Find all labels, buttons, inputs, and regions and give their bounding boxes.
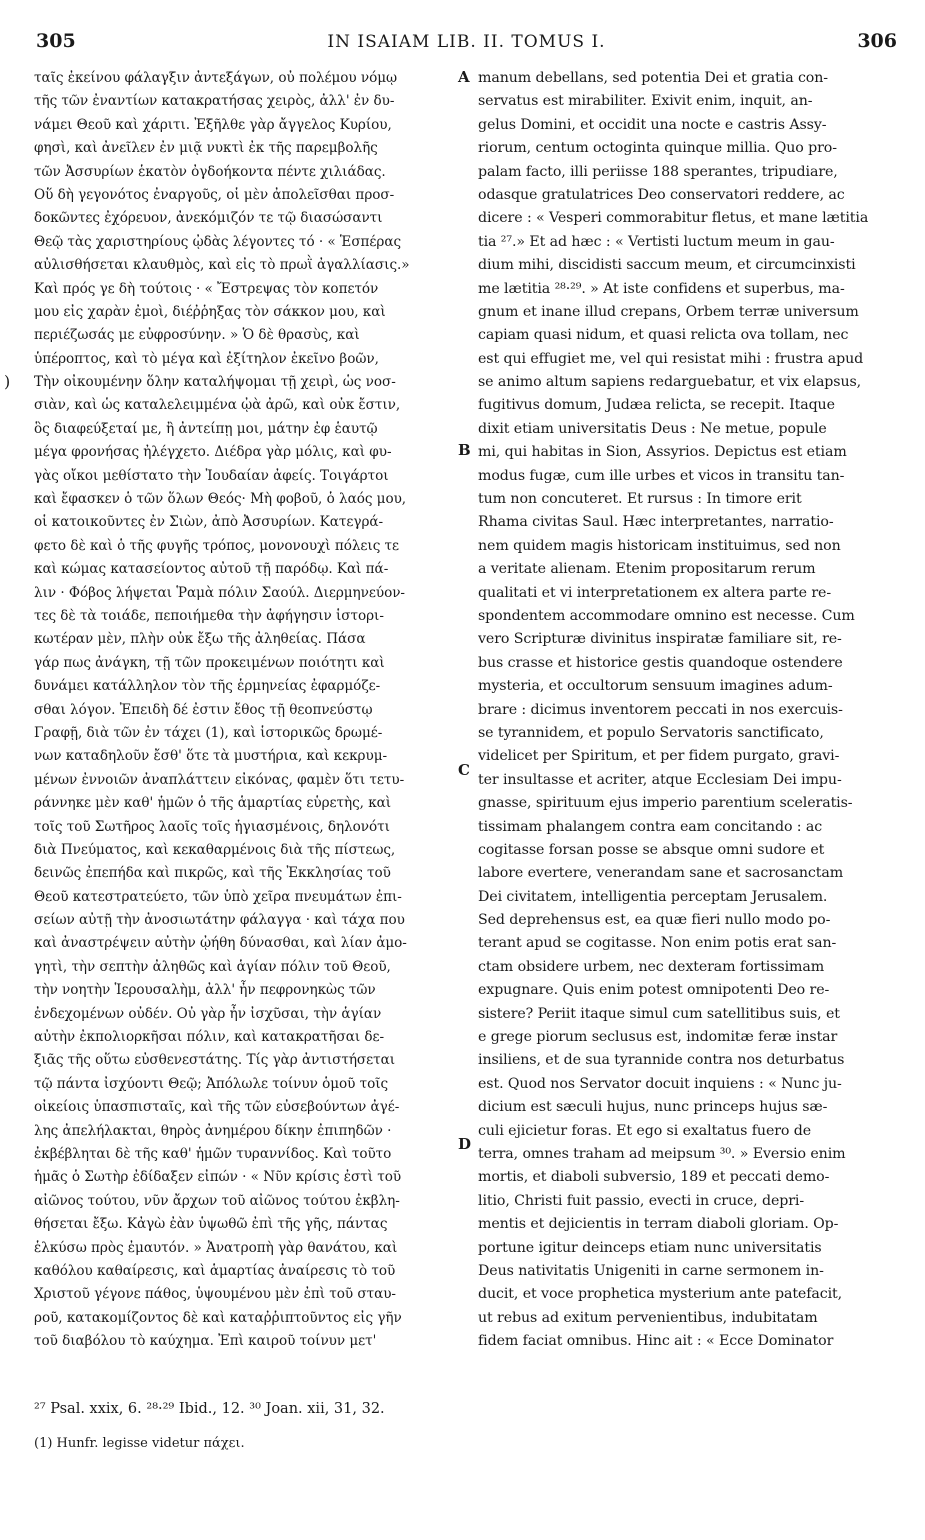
text-line: τῆς τῶν ἐναντίων κατακρατήσας χειρὸς, ἀλλ' ἐν δυ-	[34, 93, 395, 110]
text-line: dicere : « Vesperi commorabitur fletus, et mane lætitia	[478, 210, 869, 227]
text-line: mortis, et diaboli subversio, 189 et peccati demo-	[478, 1169, 830, 1186]
text-line: tum non concuteret. Et rursus : In timore erit	[478, 491, 802, 508]
footnote-references-line: ²⁷ Psal. xxix, 6. ²⁸·²⁹ Ibid., 12. ³⁰ Joan. xii, 31, 32.	[34, 1401, 385, 1417]
text-line: τῷ πάντα ἰσχύοντι Θεῷ; Ἀπόλωλε τοίνυν ὁμοῦ τοῖς	[34, 1075, 389, 1092]
text-line: nem quidem magis historicam instituimus, sed non	[478, 537, 841, 554]
text-line: καὶ ἔφασκεν ὁ τῶν ὅλων Θεός· Μὴ φοβοῦ, ὁ λαός μου,	[34, 491, 407, 508]
text-line: αἰῶνος τούτου, νῦν ἄρχων τοῦ αἰῶνος τούτου ἐκβλη-	[34, 1192, 400, 1209]
greek-column	[34, 67, 452, 1353]
text-line: me lætitia ²⁸·²⁹. » At iste confidens et superbus, ma-	[478, 280, 845, 297]
text-line: θήσεται ἔξω. Κἀγὼ ἐὰν ὑψωθῶ ἐπὶ τῆς γῆς, πάντας	[34, 1216, 388, 1233]
text-line: Θεοῦ κατεστρατεύετο, τῶν ὑπὸ χεῖρα πνευμάτων ἐπι-	[34, 888, 402, 905]
text-line: dium mihi, discidisti saccum meum, et circumcinxisti	[478, 257, 856, 274]
text-line: τοῖς τοῦ Σωτῆρος λαοῖς τοῖς ἡγιασμένοις, δηλονότι	[34, 818, 390, 835]
text-line: Θεῷ τὰς χαριστηρίους ᾠδὰς λέγοντες τό · « Ἑσπέρας	[34, 233, 402, 250]
left-page-number: 305	[36, 30, 76, 52]
text-line: riorum, centum octoginta quinque millia. Quo pro-	[478, 140, 837, 157]
text-line: φετο δὲ καὶ ὁ τῆς φυγῆς τρόπος, μονονουχὶ πόλεις τε	[34, 537, 399, 554]
text-line: λιν · Φόβος λήψεται Ῥαμὰ πόλιν Σαούλ. Διερμηνεύον-	[34, 584, 405, 601]
text-line: ut rebus ad exitum pervenientibus, indubitatam	[478, 1309, 818, 1326]
text-line: labore evertere, venerandam sane et sacrosanctam	[478, 865, 844, 882]
text-line: σιὰν, καὶ ὡς καταλελειμμένα ᾠὰ ἀρῶ, καὶ οὐκ ἔστιν,	[34, 397, 401, 414]
text-line: e grege piorum seclusus est, indomitæ feræ instar	[478, 1029, 838, 1046]
text-line: mentis et dejicientis in terram diaboli gloriam. Op-	[478, 1216, 839, 1233]
text-line: a veritate alienam. Etenim propositarum rerum	[478, 561, 816, 578]
text-line: modus fugæ, cum ille urbes et vicos in transitu tan-	[478, 467, 845, 484]
text-line: Χριστοῦ γέγονε πάθος, ὑψουμένου μὲν ἐπὶ τοῦ σταυ-	[34, 1286, 396, 1303]
text-line: gelus Domini, et occidit una nocte e castris Assy-	[478, 116, 827, 133]
text-line: est qui effugiet me, vel qui resistat mihi : frustra apud	[478, 350, 864, 367]
text-line: δυνάμει κατάλληλον τὸν τῆς ἑρμηνείας ἐφαρμόζε-	[34, 678, 381, 695]
text-line: ράννηκε μὲν καθ' ἡμῶν ὁ τῆς ἁμαρτίας εὑρετὴς, καὶ	[34, 795, 392, 812]
text-line: manum debellans, sed potentia Dei et gratia con-	[478, 70, 828, 86]
running-title: IN ISAIAM LIB. II. TOMUS I.	[327, 32, 606, 52]
margin-marker-c: C	[458, 761, 470, 779]
text-line: σείων αὐτῇ τὴν ἀνοσιωτάτην φάλαγγα · καὶ τάχα που	[34, 912, 405, 929]
text-line: palam facto, illi periisse 188 sperantes, tripudiare,	[478, 163, 838, 180]
text-line: ducit, et voce prophetica mysterium ante patefacit,	[478, 1286, 843, 1303]
text-line: Οὕ δὴ γεγονότος ἐναργοῦς, οἱ μὲν ἀπολεῖσθαι προσ-	[34, 186, 395, 203]
text-line: terra, omnes traham ad meipsum ³⁰. » Eversio enim	[478, 1145, 846, 1162]
text-line: expugnare. Quis enim potest omnipotenti Deo re-	[478, 982, 830, 999]
text-line: οἰκείοις ὑπασπισταῖς, καὶ τῆς τῶν εὐσεβούντων ἀγέ-	[34, 1099, 400, 1116]
text-line: fidem faciat omnibus. Hinc ait : « Ecce Dominator	[478, 1333, 834, 1350]
text-line: γὰς οἴκοι μεθίστατο τὴν Ἰουδαίαν ἀφείς. Τοιγάρτοι	[34, 467, 389, 484]
text-line: νάμει Θεοῦ καὶ χάριτι. Ἐξῆλθε γὰρ ἄγγελος Κυρίου,	[34, 116, 392, 133]
text-line: Deus nativitatis Unigeniti in carne sermonem in-	[478, 1262, 824, 1279]
text-line: vero Scripturæ divinitus inspiratæ familiare sit, re-	[478, 631, 842, 648]
text-line: σθαι λόγον. Ἐπειδὴ δέ ἐστιν ἔθος τῇ θεοπνεύστῳ	[34, 701, 373, 718]
right-page-number: 306	[857, 30, 897, 52]
text-line: ἡμᾶς ὁ Σωτὴρ ἐδίδαξεν εἰπών · « Νῦν κρίσις ἐστὶ τοῦ	[34, 1169, 402, 1186]
text-line: ἐκβέβληται δὲ τῆς καθ' ἡμῶν τυραννίδος. Καὶ τοῦτο	[34, 1145, 392, 1162]
text-line: γητὶ, τὴν σεπτὴν ἀληθῶς καὶ ἁγίαν πόλιν τοῦ Θεοῦ,	[34, 958, 391, 975]
text-line: gnasse, spirituum ejus imperio parentium sceleratis-	[478, 795, 853, 812]
text-line: culi ejicietur foras. Et ego si exaltatus fuero de	[478, 1122, 812, 1139]
text-line: τοῦ διαβόλου τὸ καύχημα. Ἐπὶ καιροῦ τοίνυν μετ'	[34, 1333, 377, 1350]
text-line: τὴν νοητὴν Ἱερουσαλὴμ, ἀλλ' ἦν πεφρονηκὼς τῶν	[34, 982, 376, 999]
text-line: qualitati et vi interpretationem ex altera parte re-	[478, 584, 832, 601]
text-line: ροῦ, κατακομίζοντος δὲ καὶ καταῤῥιπτοῦντος εἰς γῆν	[34, 1309, 402, 1326]
text-line: Γραφῇ, διὰ τῶν ἐν τάχει (1), καὶ ἱστορικῶς δρωμέ-	[34, 724, 383, 741]
text-line: φησὶ, καὶ ἀνεῖλεν ἐν μιᾷ νυκτὶ ἐκ τῆς παρεμβολῆς	[34, 140, 378, 157]
text-line: gnum et inane illud crepans, Orbem terræ universum	[478, 303, 859, 320]
text-line: Dei civitatem, intelligentia perceptam Jerusalem.	[478, 888, 828, 905]
footnote-variant-note: (1) Hunfr. legisse videtur πάχει.	[34, 1436, 245, 1451]
margin-marker-a: A	[458, 68, 470, 86]
text-line: portune igitur deinceps etiam nunc universitatis	[478, 1239, 822, 1256]
text-line: δεινῶς ἐπεπήδα καὶ πικρῶς, καὶ τῆς Ἐκκλησίας τοῦ	[34, 865, 391, 882]
text-line: ταῖς ἐκείνου φάλαγξιν ἀντεξάγων, οὐ πολέμου νόμῳ	[34, 70, 398, 86]
text-line: tia ²⁷.» Et ad hæc : « Vertisti luctum meum in gau-	[478, 233, 835, 250]
text-line: περιέζωσάς με εὐφροσύνην. » Ὁ δὲ θρασὺς, καὶ	[34, 327, 360, 344]
text-line: se animo altum sapiens redarguebatur, et vix elapsus,	[478, 374, 862, 391]
text-line: mysteria, et occultorum sensuum imagines adum-	[478, 678, 833, 695]
text-line: διὰ Πνεύματος, καὶ κεκαθαρμένοις διὰ τῆς πίστεως,	[34, 841, 396, 858]
latin-column	[478, 67, 894, 1353]
text-line: servatus est mirabiliter. Exivit enim, inquit, an-	[478, 93, 813, 110]
text-line: τῶν Ἀσσυρίων ἑκατὸν ὀγδοήκοντα πέντε χιλιάδας.	[34, 163, 386, 180]
text-line: se tyrannidem, et populo Servatoris sanctificato,	[478, 724, 824, 741]
text-line: ctam obsidere urbem, nec dexteram fortissimam	[478, 958, 825, 975]
left-side-mark: )	[4, 372, 11, 391]
text-line: νων καταδηλοῦν ἔσθ' ὅτε τὰ μυστήρια, καὶ κεκρυμ-	[34, 748, 388, 765]
page-header	[36, 30, 897, 58]
text-line: videlicet per Spiritum, et per fidem purgato, gravi-	[478, 748, 840, 765]
text-line: bus crasse et historice gestis quandoque ostendere	[478, 654, 843, 671]
text-line: δοκῶντες ἐχόρευον, ἀνεκόμιζόν τε τῷ διασώσαντι	[34, 210, 383, 227]
text-line: καὶ κώμας κατασείοντος αὐτοῦ τῇ παρόδῳ. Καὶ πά-	[34, 561, 389, 578]
text-line: οἱ κατοικοῦντες ἐν Σιὼν, ἀπὸ Ἀσσυρίων. Κατεγρά-	[34, 514, 384, 531]
text-line: mi, qui habitas in Sion, Assyrios. Depictus est etiam	[478, 444, 847, 461]
text-line: τες δὲ τὰ τοιάδε, πεποιήμεθα τὴν ἀφήγησιν ἱστορι-	[34, 607, 384, 624]
text-line: Καὶ πρός γε δὴ τούτοις · « Ἔστρεψας τὸν κοπετόν	[34, 280, 379, 297]
text-line: dixit etiam universitatis Deus : Ne metue, popule	[478, 420, 827, 437]
text-line: μου εἰς χαρὰν ἐμοὶ, διέῤῥηξας τὸν σάκκον μου, καὶ	[34, 303, 386, 320]
text-line: terant apud se cogitasse. Non enim potis erat san-	[478, 935, 837, 952]
text-line: αὐτὴν ἐκπολιορκῆσαι πόλιν, καὶ κατακρατῆσαι δε-	[34, 1029, 385, 1046]
text-line: Sed deprehensus est, ea quæ fieri nullo modo po-	[478, 912, 831, 929]
text-line: κωτέραν μὲν, πλὴν οὐκ ἔξω τῆς ἀληθείας. Πάσα	[34, 631, 366, 648]
text-line: fugitivus domum, Judæa relicta, se recepit. Itaque	[478, 397, 835, 414]
text-line: spondentem accommodare omnino est necesse. Cum	[478, 607, 855, 624]
text-line: est. Quod nos Servator docuit inquiens : « Nunc ju-	[478, 1075, 842, 1092]
text-line: tissimam phalangem contra eam concitando : ac	[478, 818, 823, 835]
text-line: dicium est sæculi hujus, nunc princeps hujus sæ-	[478, 1099, 828, 1116]
text-line: insiliens, et de sua tyrannide contra nos deturbatus	[478, 1052, 845, 1069]
text-line: καὶ ἀναστρέψειν αὐτὴν ᾠήθη δύνασθαι, καὶ λίαν ἀμο-	[34, 935, 407, 952]
text-line: ἑλκύσω πρὸς ἐμαυτόν. » Ἀνατροπὴ γὰρ θανάτου, καὶ	[34, 1239, 398, 1256]
text-line: μέγα φρονήσας ἠλέγχετο. Διέδρα γὰρ μόλις, καὶ φυ-	[34, 444, 392, 461]
text-line: ter insultasse et acriter, atque Ecclesiam Dei impu-	[478, 771, 842, 788]
text-line: ἐνδεχομένων οὐδέν. Οὐ γὰρ ἦν ἰσχῦσαι, τὴν ἁγίαν	[34, 1005, 382, 1022]
text-line: λης ἀπελήλακται, θηρὸς ἀνημέρου δίκην ἐπιπηδῶν ·	[34, 1122, 392, 1139]
text-line: odasque gratulatrices Deo conservatori reddere, ac	[478, 186, 845, 203]
text-line: ὃς διαφεύξεταί με, ἢ ἀντείπῃ μοι, μάτην ἐφ ἑαυτῷ	[34, 420, 378, 437]
text-line: cogitasse forsan posse se absque omni sudore et	[478, 841, 825, 858]
text-line: Τὴν οἰκουμένην ὅλην καταλήψομαι τῇ χειρὶ, ὡς νοσ-	[34, 374, 396, 391]
text-line: ὑπέροπτος, καὶ τὸ μέγα καὶ ἐξίτηλον ἐκεῖνο βοῶν,	[34, 350, 379, 367]
text-line: μένων ἐννοιῶν ἀναπλάττειν εἰκόνας, φαμὲν ὅτι τετυ-	[34, 771, 405, 788]
text-line: καθόλου καθαίρεσις, καὶ ἁμαρτίας ἀναίρεσις τὸ τοῦ	[34, 1262, 396, 1279]
footnote-references	[34, 1395, 894, 1423]
text-line: litio, Christi fuit passio, evecti in cruce, depri-	[478, 1192, 805, 1209]
text-line: Rhama civitas Saul. Hæc interpretantes, narratio-	[478, 514, 834, 531]
text-line: capiam quasi nidum, et quasi relicta ova tollam, nec	[478, 327, 849, 344]
text-line: sistere? Periit itaque simul cum satellitibus suis, et	[478, 1005, 840, 1022]
margin-marker-d: D	[458, 1135, 472, 1153]
text-line: ξιᾶς τῆς οὕτω εὐσθενεστάτης. Τίς γὰρ ἀντιστήσεται	[34, 1052, 396, 1069]
margin-marker-b: B	[458, 441, 471, 459]
text-line: αὐλισθήσεται κλαυθμὸς, καὶ εἰς τὸ πρωῒ ἀγαλλίασις.»	[34, 257, 410, 274]
text-line: γάρ πως ἀνάγκη, τῇ τῶν προκειμένων ποιότητι καὶ	[34, 654, 385, 671]
text-line: brare : dicimus inventorem peccati in nos exercuis-	[478, 701, 843, 718]
